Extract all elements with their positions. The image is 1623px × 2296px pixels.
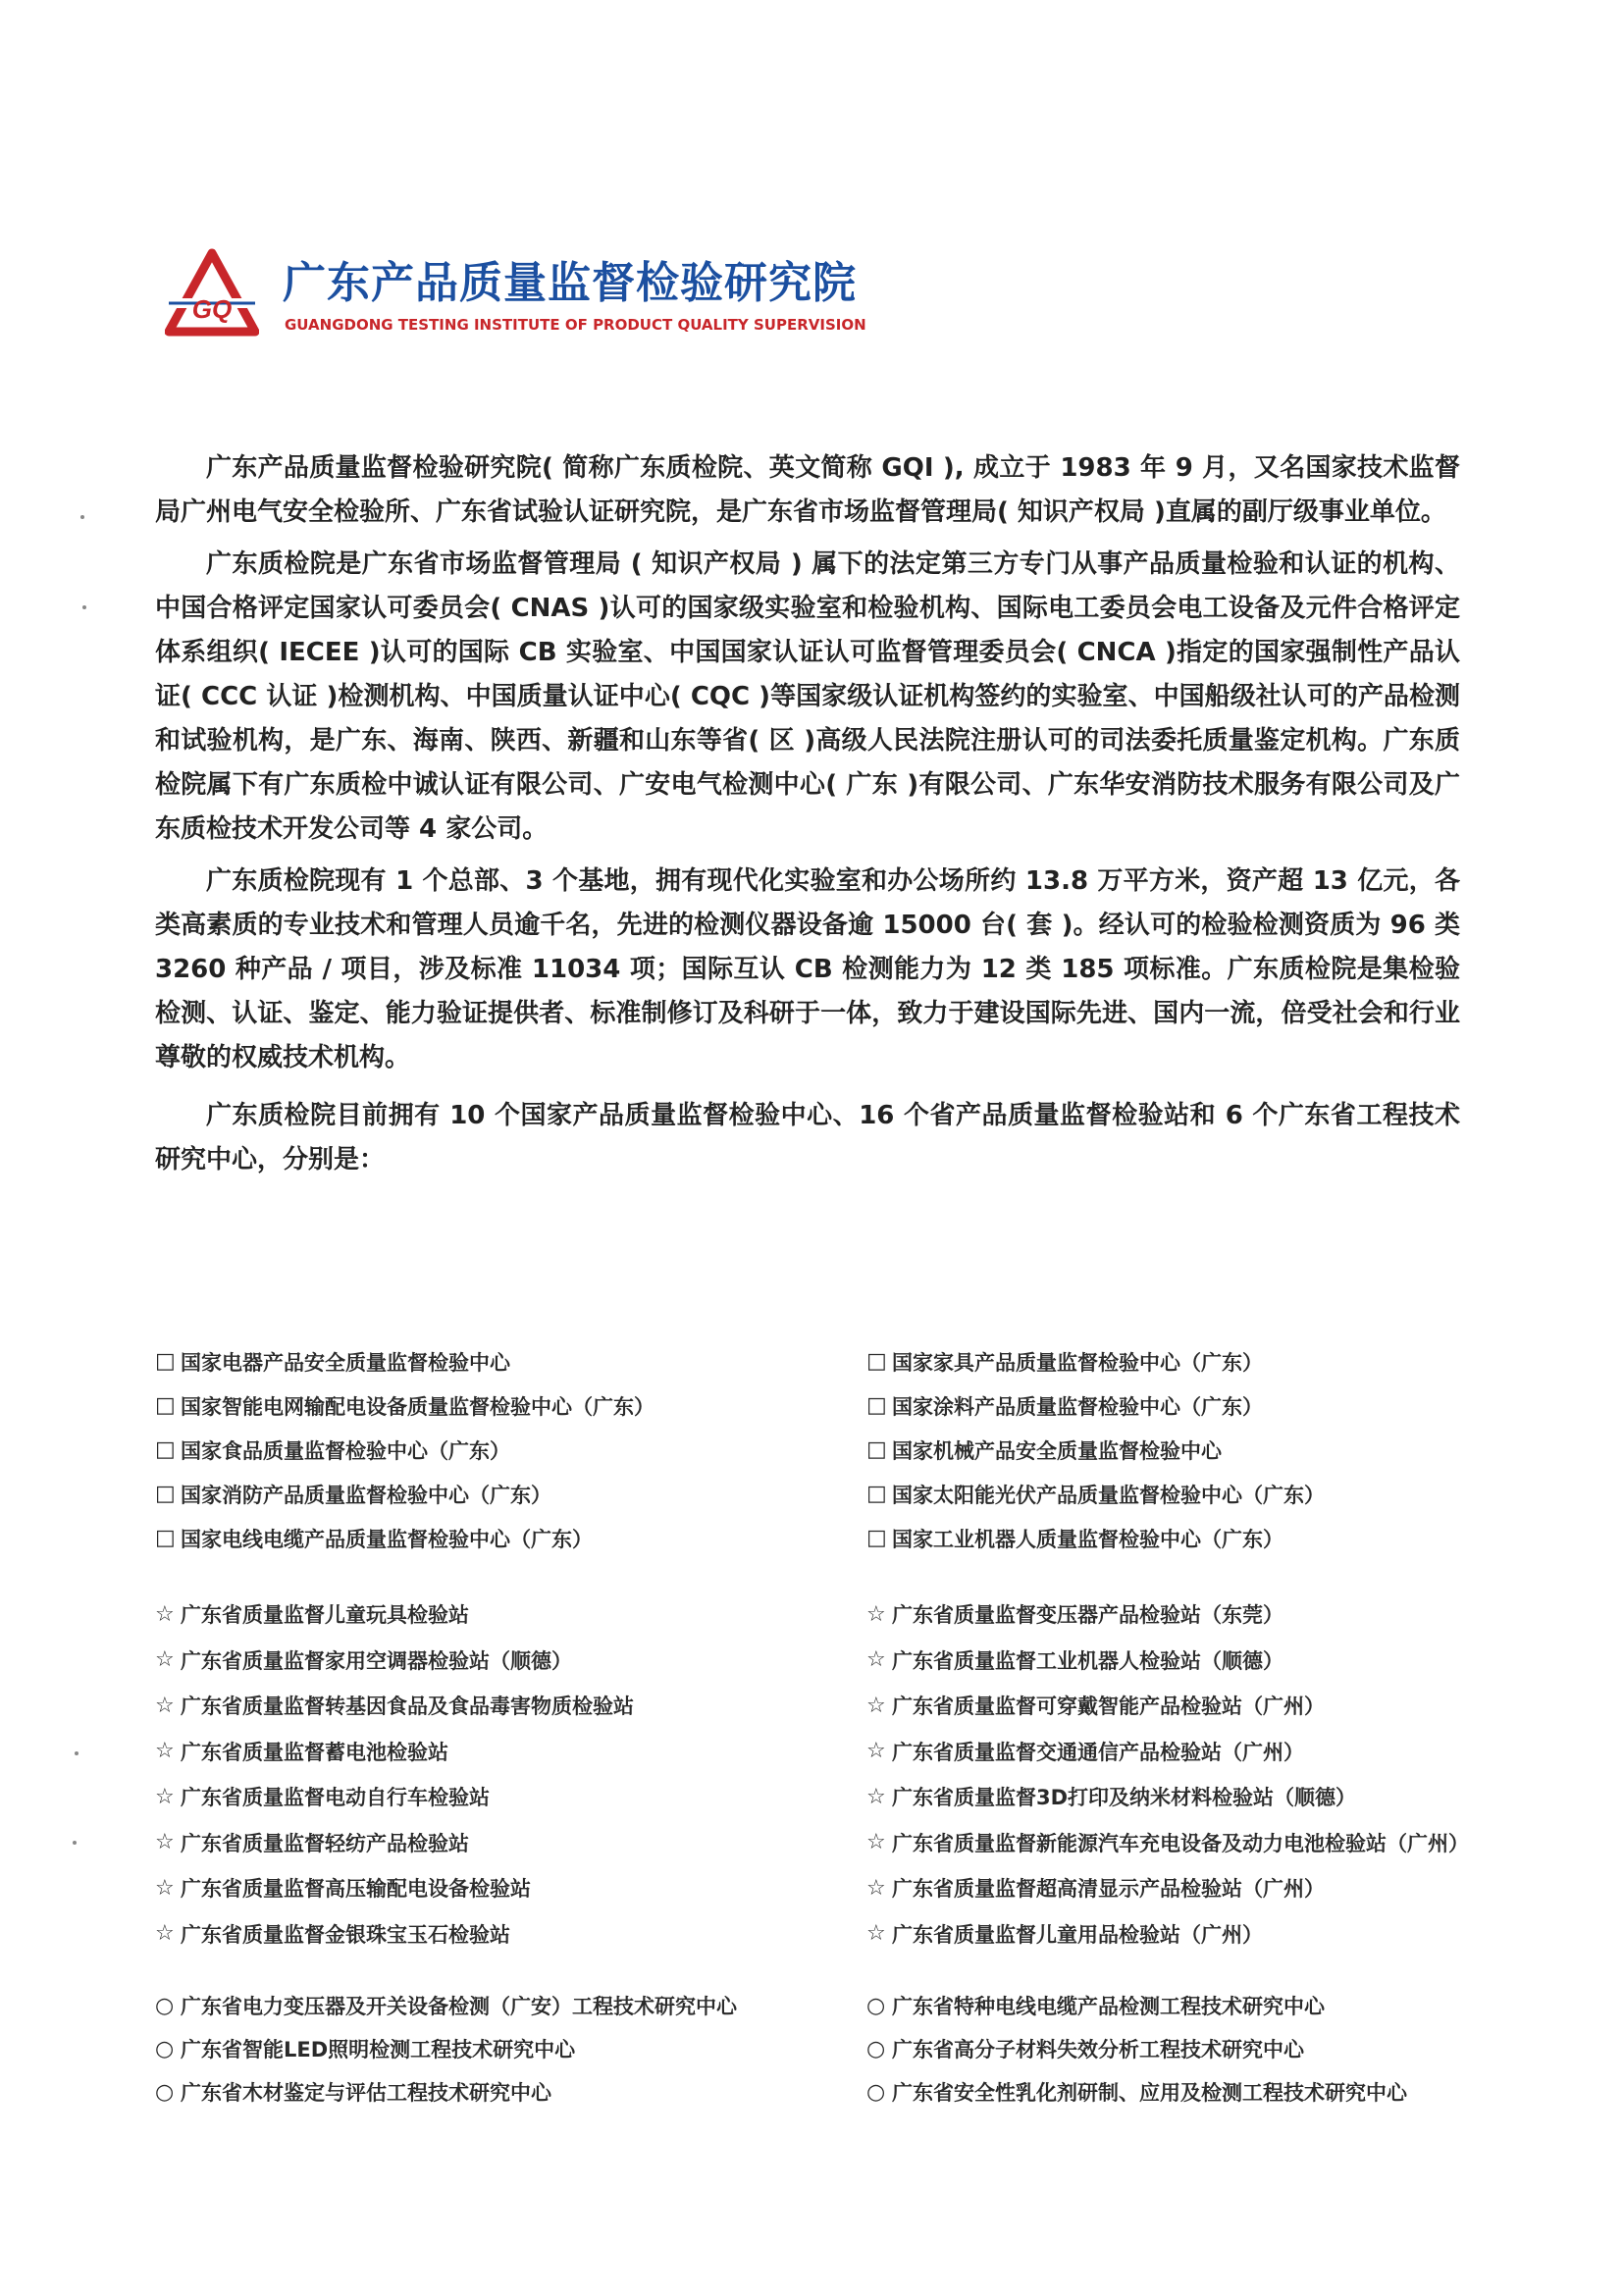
list-item: ☆ 广东省质量监督可穿戴智能产品检验站（广州） xyxy=(866,1693,1325,1719)
scan-speck xyxy=(75,1751,79,1755)
checkbox-square-icon: □ xyxy=(155,1393,176,1418)
list-item: □ 国家智能电网输配电设备质量监督检验中心（广东） xyxy=(155,1393,654,1419)
national-centers-right-column xyxy=(866,1339,1494,1560)
list-item: ☆ 广东省质量监督变压器产品检验站（东莞） xyxy=(866,1601,1283,1628)
national-centers-left-column xyxy=(155,1339,862,1560)
checkbox-square-icon: □ xyxy=(866,1526,887,1550)
intro-text xyxy=(155,446,1460,1190)
list-item: ☆ 广东省质量监督家用空调器检验站（顺德） xyxy=(155,1647,572,1673)
checkbox-square-icon: □ xyxy=(866,1437,887,1462)
star-outline-icon: ☆ xyxy=(866,1739,886,1764)
intro-paragraph-3: 广东质检院现有 1 个总部、3 个基地，拥有现代化实验室和办公场所约 13.8 万平方米，资产超 13 亿元，各类高素质的专业技术和管理人员逾千名，先进的检测仪器设备逾 15000 台( 套 )。经认可的检验检测资质为 96 类 3260 种产品 / 项目，涉及标准 11034 项；国际互认 CB 检测能力为 12 类 185 项标准。广东质检院是集检验检测、认证、鉴定、能力验证提供者、标准制修订及科研于一体，致力于建设国际先进、国内一流，倍受社会和行业尊敬的权威技术机构。 xyxy=(155,866,1460,1072)
star-outline-icon: ☆ xyxy=(155,1693,175,1718)
list-item: ☆ 广东省质量监督蓄电池检验站 xyxy=(155,1739,448,1764)
list-item: ☆ 广东省质量监督转基因食品及食品毒害物质检验站 xyxy=(155,1693,634,1719)
list-item: ☆ 广东省质量监督金银珠宝玉石检验站 xyxy=(155,1921,510,1947)
intro-paragraph-4: 广东质检院目前拥有 10 个国家产品质量监督检验中心、16 个省产品质量监督检验站和 6 个广东省工程技术研究中心，分别是： xyxy=(155,1101,1460,1174)
list-item: □ 国家电线电缆产品质量监督检验中心（广东） xyxy=(155,1526,593,1551)
list-item: ○ 广东省安全性乳化剂研制、应用及检测工程技术研究中心 xyxy=(866,2079,1407,2105)
star-outline-icon: ☆ xyxy=(866,1647,886,1673)
scan-speck xyxy=(80,515,84,519)
checkbox-square-icon: □ xyxy=(866,1482,887,1506)
list-item: □ 国家电器产品安全质量监督检验中心 xyxy=(155,1349,510,1375)
list-item: ☆ 广东省质量监督超高清显示产品检验站（广州） xyxy=(866,1875,1325,1902)
star-outline-icon: ☆ xyxy=(866,1693,886,1718)
list-item: ○ 广东省高分子材料失效分析工程技术研究中心 xyxy=(866,2036,1304,2061)
star-outline-icon: ☆ xyxy=(866,1875,886,1901)
list-item: ☆ 广东省质量监督3D打印及纳米材料检验站（顺德） xyxy=(866,1784,1357,1810)
star-outline-icon: ☆ xyxy=(155,1875,175,1901)
list-item: □ 国家家具产品质量监督检验中心（广东） xyxy=(866,1349,1263,1375)
circle-outline-icon: ○ xyxy=(155,1993,175,2018)
list-item: ☆ 广东省质量监督电动自行车检验站 xyxy=(155,1784,490,1810)
circle-outline-icon: ○ xyxy=(155,2079,175,2105)
star-outline-icon: ☆ xyxy=(866,1784,886,1809)
checkbox-square-icon: □ xyxy=(155,1482,176,1506)
list-item: □ 国家消防产品质量监督检验中心（广东） xyxy=(155,1482,551,1507)
list-item: □ 国家工业机器人质量监督检验中心（广东） xyxy=(866,1526,1283,1551)
list-item: □ 国家太阳能光伏产品质量监督检验中心（广东） xyxy=(866,1482,1325,1507)
list-item: ○ 广东省特种电线电缆产品检测工程技术研究中心 xyxy=(866,1993,1325,2018)
provincial-stations-left-column xyxy=(155,1592,862,1957)
star-outline-icon: ☆ xyxy=(866,1921,886,1947)
scan-speck xyxy=(73,1841,77,1845)
list-item: ○ 广东省智能LED照明检测工程技术研究中心 xyxy=(155,2036,576,2061)
scan-speck xyxy=(82,605,86,609)
list-item: □ 国家机械产品安全质量监督检验中心 xyxy=(866,1437,1222,1463)
star-outline-icon: ☆ xyxy=(155,1921,175,1947)
star-outline-icon: ☆ xyxy=(866,1830,886,1855)
list-item: □ 国家涂料产品质量监督检验中心（广东） xyxy=(866,1393,1263,1419)
gqi-logo-icon xyxy=(165,247,259,341)
intro-paragraph-1: 广东产品质量监督检验研究院( 简称广东质检院、英文简称 GQI ), 成立于 1983 年 9 月，又名国家技术监督局广州电气安全检验所、广东省试验认证研究院，是广东省市场监督管理局( 知识产权局 )直属的副厅级事业单位。 xyxy=(155,453,1460,527)
star-outline-icon: ☆ xyxy=(155,1647,175,1673)
circle-outline-icon: ○ xyxy=(866,2036,886,2061)
star-outline-icon: ☆ xyxy=(155,1830,175,1855)
list-item: ☆ 广东省质量监督儿童用品检验站（广州） xyxy=(866,1921,1263,1947)
circle-outline-icon: ○ xyxy=(155,2036,175,2061)
checkbox-square-icon: □ xyxy=(155,1437,176,1462)
list-item: ○ 广东省木材鉴定与评估工程技术研究中心 xyxy=(155,2079,551,2105)
list-item: □ 国家食品质量监督检验中心（广东） xyxy=(155,1437,510,1463)
list-item: ☆ 广东省质量监督儿童玩具检验站 xyxy=(155,1601,469,1628)
org-name-chinese: 广东产品质量监督检验研究院 xyxy=(283,258,857,308)
provincial-stations-right-column xyxy=(866,1592,1494,1957)
list-item: ☆ 广东省质量监督交通通信产品检验站（广州） xyxy=(866,1739,1304,1764)
list-item: ○ 广东省电力变压器及开关设备检测（广安）工程技术研究中心 xyxy=(155,1993,737,2018)
checkbox-square-icon: □ xyxy=(155,1349,176,1374)
star-outline-icon: ☆ xyxy=(155,1601,175,1627)
logo-text: GQ xyxy=(191,294,233,324)
checkbox-square-icon: □ xyxy=(866,1349,887,1374)
star-outline-icon: ☆ xyxy=(155,1784,175,1809)
checkbox-square-icon: □ xyxy=(155,1526,176,1550)
star-outline-icon: ☆ xyxy=(155,1739,175,1764)
list-item: ☆ 广东省质量监督高压输配电设备检验站 xyxy=(155,1875,531,1902)
list-item: ☆ 广东省质量监督轻纺产品检验站 xyxy=(155,1830,469,1855)
intro-paragraph-2: 广东质检院是广东省市场监督管理局 ( 知识产权局 ) 属下的法定第三方专门从事产品质量检验和认证的机构、中国合格评定国家认可委员会( CNAS )认可的国家级实验室和检验机构、国际电工委员会电工设备及元件合格评定体系组织( IECEE )认可的国际 CB 实验室、中国国家认证认可监督管理委员会( CNCA )指定的国家强制性产品认证( CCC 认证 )检测机构、中国质量认证中心( CQC )等国家级认证机构签约的实验室、中国船级社认可的产品检测和试验机构，是广东、海南、陕西、新疆和山东等省( 区 )高级人民法院注册认可的司法委托质量鉴定机构。广东质检院属下有广东质检中诚认证有限公司、广安电气检测中心( 广东 )有限公司、广东华安消防技术服务有限公司及广东质检技术开发公司等 4 家公司。 xyxy=(155,549,1460,844)
checkbox-square-icon: □ xyxy=(866,1393,887,1418)
list-item: ☆ 广东省质量监督工业机器人检验站（顺德） xyxy=(866,1647,1283,1673)
header xyxy=(165,247,911,355)
circle-outline-icon: ○ xyxy=(866,1993,886,2018)
star-outline-icon: ☆ xyxy=(866,1601,886,1627)
engineering-centers-right-column xyxy=(866,1984,1494,2113)
org-name-english: GUANGDONG TESTING INSTITUTE OF PRODUCT QUALITY SUPERVISION xyxy=(285,316,866,334)
list-item: ☆ 广东省质量监督新能源汽车充电设备及动力电池检验站（广州） xyxy=(866,1830,1469,1855)
engineering-centers-left-column xyxy=(155,1984,862,2113)
circle-outline-icon: ○ xyxy=(866,2079,886,2105)
